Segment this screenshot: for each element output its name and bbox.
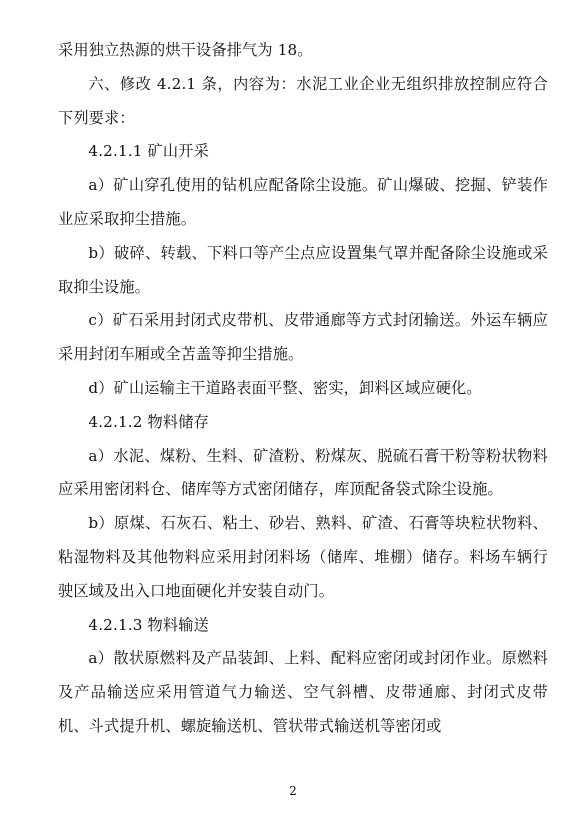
paragraph-storage-b: b）原煤、石灰石、粘土、砂岩、熟料、矿渣、石膏等块粒状物料、粘湿物料及其他物料应采用封闭料场（储库、堆棚）储存。料场车辆行驶区域及出入口地面硬化并安装自动门。 — [58, 514, 548, 600]
page-number: 2 — [289, 784, 297, 798]
section-heading-conveying: 4.2.1.3 物料输送 — [88, 615, 209, 634]
paragraph-storage-a: a）水泥、煤粉、生料、矿渣粉、粉煤灰、脱硫石膏干粉等粉状物料应采用密闭料仓、储库等方式密闭储存，库顶配备袋式除尘设施。 — [58, 446, 548, 499]
paragraph-mining-a: a）矿山穿孔使用的钻机应配备除尘设施。矿山爆破、挖掘、铲装作业应采取抑尘措施。 — [58, 176, 548, 228]
section-heading-mining: 4.2.1.1 矿山开采 — [88, 142, 209, 161]
paragraph-drying-exhaust: 采用独立热源的烘干设备排气为 18。 — [58, 41, 313, 59]
document-body — [58, 34, 548, 744]
paragraph-mining-d: d）矿山运输主干道路表面平整、密实，卸料区域应硬化。 — [88, 378, 482, 397]
paragraph-conveying-a: a）散状原燃料及产品装卸、上料、配料应密闭或封闭作业。原燃料及产品输送应采用管道气力输送、空气斜槽、皮带通廊、封闭式皮带机、斗式提升机、螺旋输送机、管状带式输送机等密闭或 — [58, 649, 548, 735]
paragraph-mining-c: c）矿石采用封闭式皮带机、皮带通廊等方式封闭输送。外运车辆应采用封闭车厢或全苫盖等抑尘措施。 — [58, 311, 548, 364]
section-heading-storage: 4.2.1.2 物料储存 — [88, 412, 209, 431]
paragraph-mining-b: b）破碎、转载、下料口等产尘点应设置集气罩并配备除尘设施或采取抑尘设施。 — [58, 243, 548, 296]
paragraph-amendment-4-2-1: 六、修改 4.2.1 条，内容为：水泥工业企业无组织排放控制应符合下列要求： — [58, 74, 548, 127]
